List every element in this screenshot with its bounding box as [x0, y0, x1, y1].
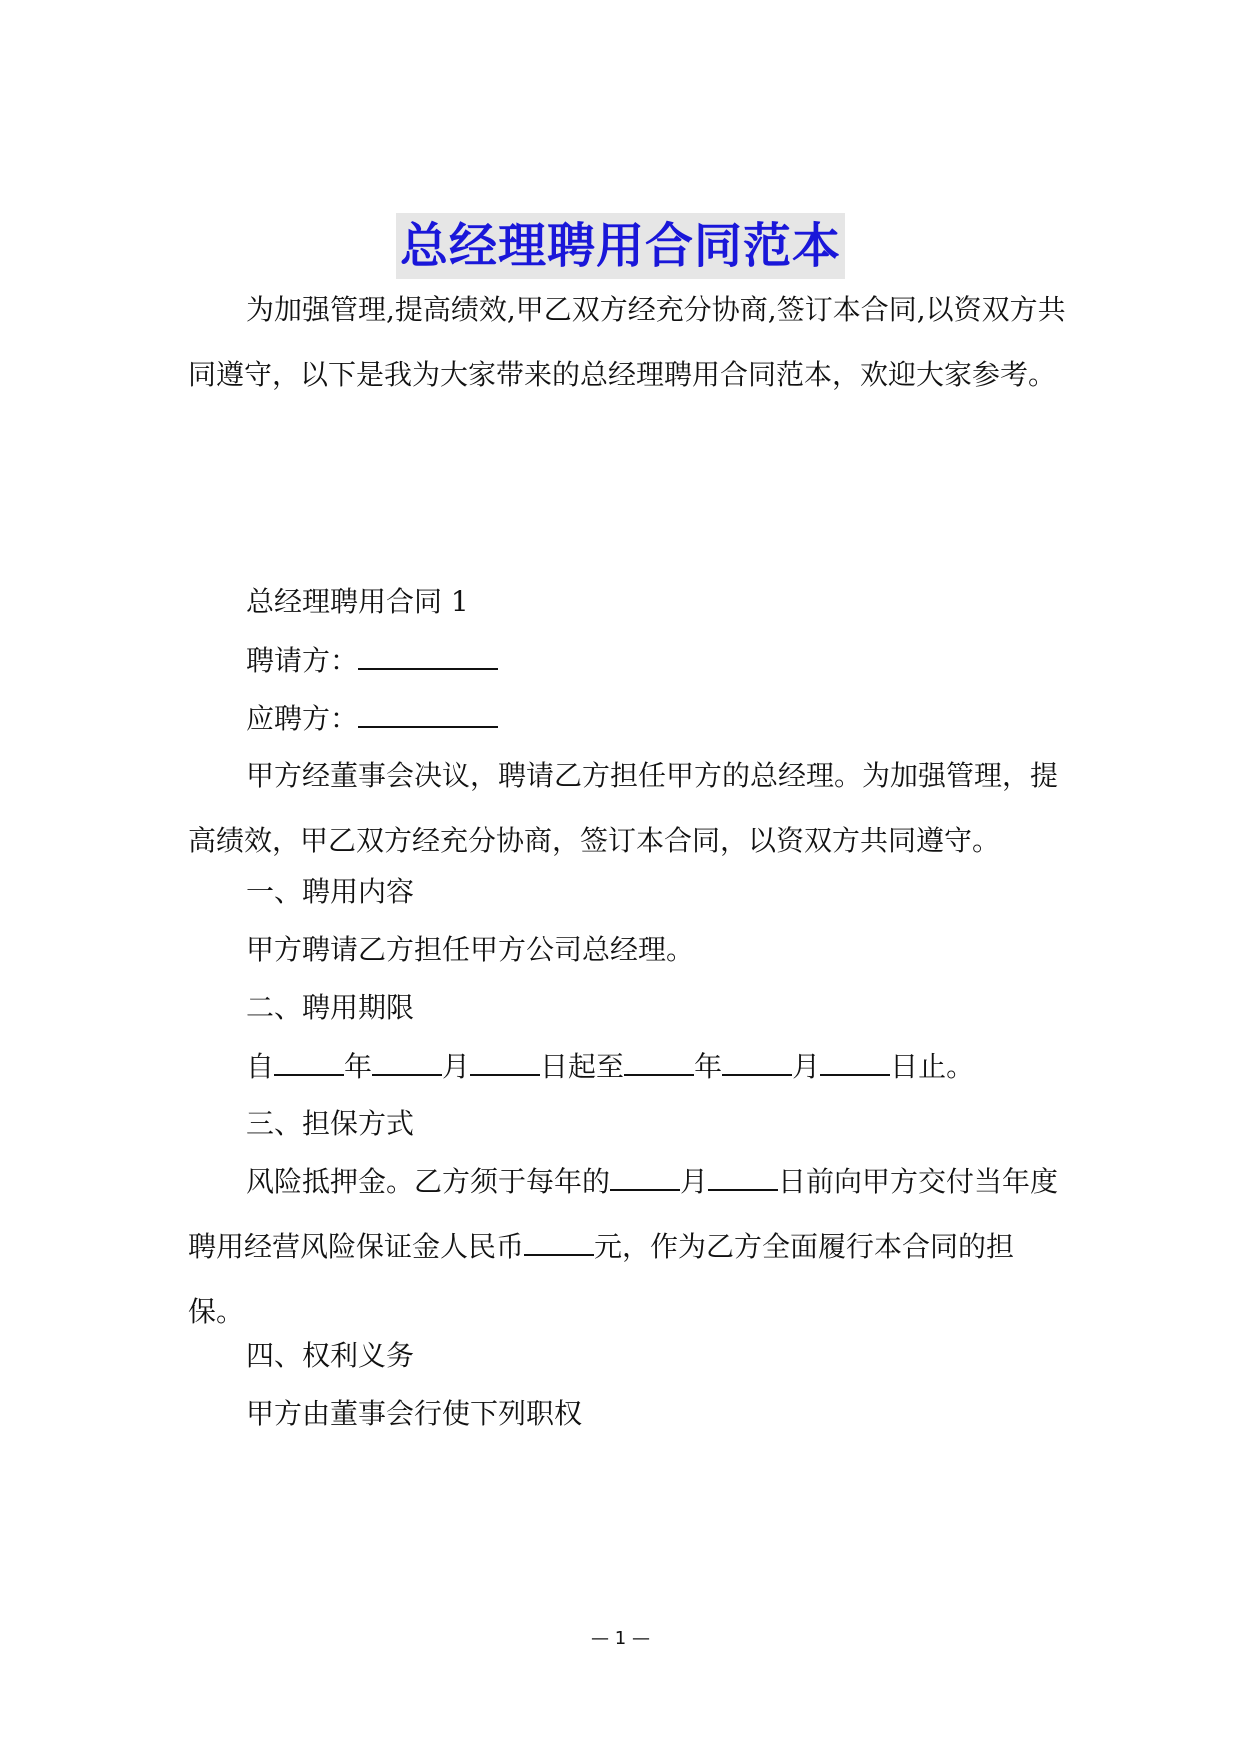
- term-start-label: 日起至: [540, 1050, 625, 1083]
- term-year-label-2: 年: [694, 1050, 723, 1083]
- section1-text: 甲方聘请乙方担任甲方公司总经理。: [246, 933, 695, 966]
- section4-title: 四、权利义务: [246, 1339, 415, 1372]
- blank: [470, 1046, 540, 1076]
- title-block: [0, 213, 1241, 279]
- guarantee-paragraph: [188, 1149, 1068, 1344]
- employer-label: 聘请方：: [246, 644, 359, 677]
- term-end-label: 日止。: [890, 1050, 975, 1083]
- employer-line: [246, 640, 498, 681]
- blank: [624, 1046, 694, 1076]
- preamble-paragraph: 甲方经董事会决议，聘请乙方担任甲方的总经理。为加强管理，提高绩效，甲乙双方经充分协商，签订本合同，以资双方共同遵守。: [188, 759, 1059, 857]
- term-month-label-2: 月: [792, 1050, 821, 1083]
- blank: [524, 1226, 594, 1256]
- document-title: 总经理聘用合同范本: [396, 213, 845, 279]
- blank: [820, 1046, 890, 1076]
- guarantee-month-label: 月: [680, 1165, 709, 1198]
- employee-line: [246, 698, 498, 739]
- employee-label: 应聘方：: [246, 702, 359, 735]
- blank: [372, 1046, 442, 1076]
- section2-title: 二、聘用期限: [246, 991, 415, 1024]
- section3-title: 三、担保方式: [246, 1107, 415, 1140]
- blank: [610, 1161, 680, 1191]
- page-number: — 1 —: [591, 1628, 650, 1649]
- guarantee-text-2: 日前向甲方交付当年度聘用经营风险保证金人民币: [188, 1165, 1059, 1263]
- blank: [722, 1046, 792, 1076]
- term-from: 自: [246, 1050, 275, 1083]
- blank: [274, 1046, 344, 1076]
- guarantee-text-3: 元，作为乙方全面履行本合同的担保。: [188, 1230, 1015, 1328]
- employee-blank: [358, 698, 498, 728]
- term-year-label: 年: [344, 1050, 373, 1083]
- contract-heading: 总经理聘用合同 1: [246, 585, 469, 618]
- term-month-label: 月: [442, 1050, 471, 1083]
- term-line: [246, 1046, 974, 1087]
- employer-blank: [358, 640, 498, 670]
- section4-text: 甲方由董事会行使下列职权: [246, 1397, 583, 1430]
- guarantee-text-1: 风险抵押金。乙方须于每年的: [246, 1165, 611, 1198]
- blank: [708, 1161, 778, 1191]
- section1-title: 一、聘用内容: [246, 875, 415, 908]
- intro-paragraph: 为加强管理,提高绩效,甲乙双方经充分协商,签订本合同,以资双方共同遵守，以下是我为大家带来的总经理聘用合同范本，欢迎大家参考。: [188, 293, 1066, 391]
